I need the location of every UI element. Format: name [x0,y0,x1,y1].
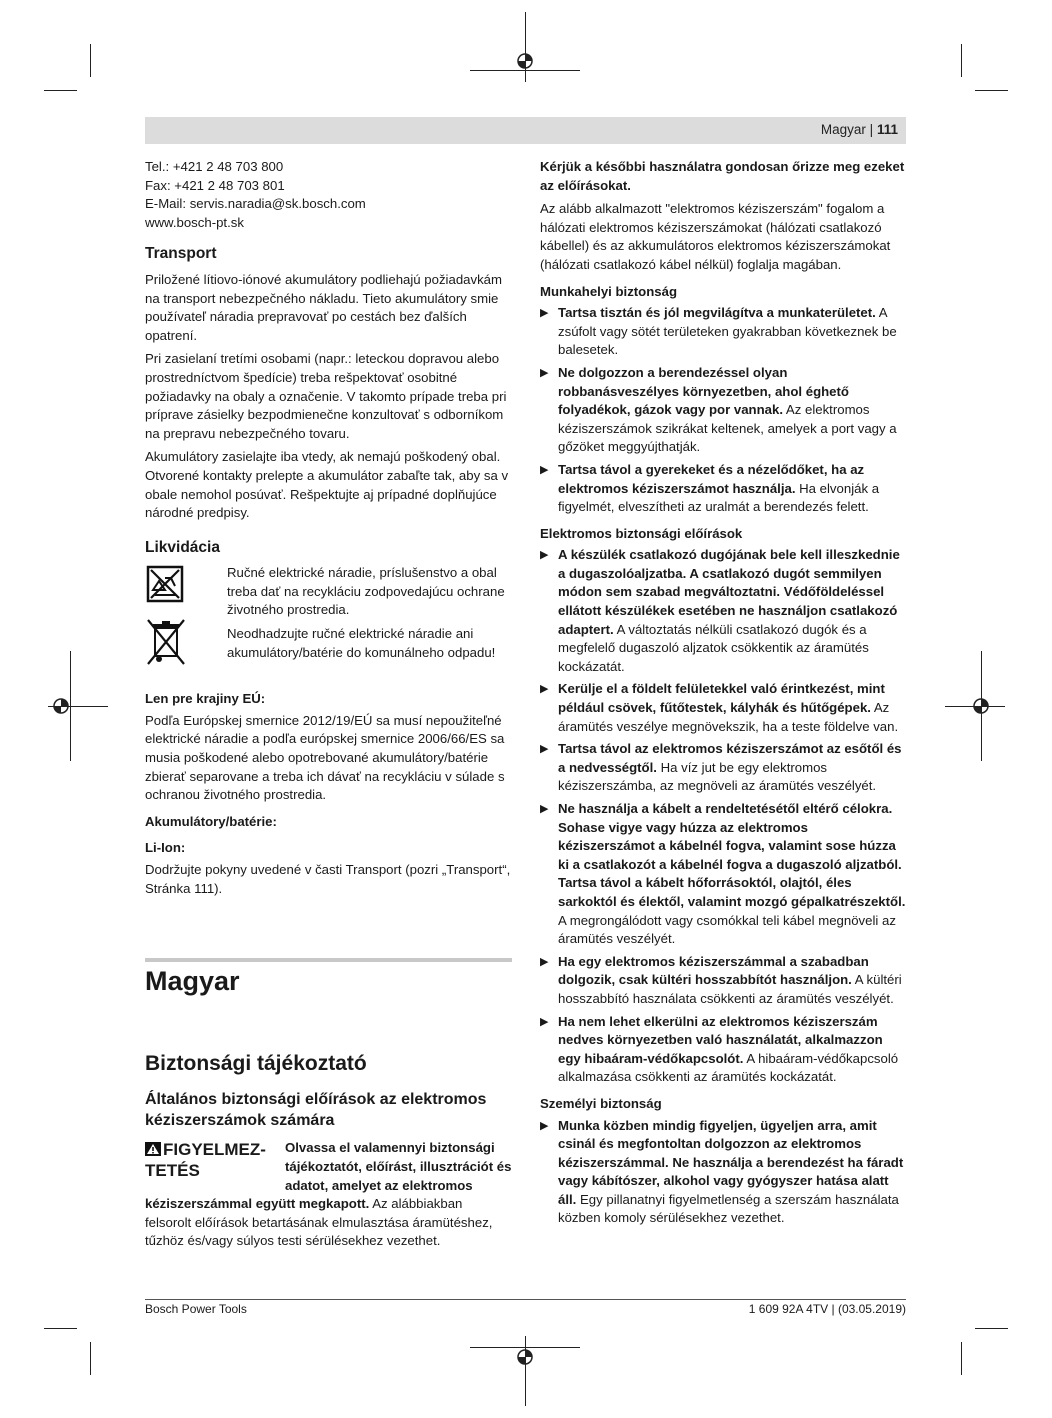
crop-mark [961,1342,962,1375]
work-safety-heading: Munkahelyi biztonság [540,283,678,299]
bullet-text: A hibaáram-védőkapcsoló alkalmazása csökkenti az áramütés kockázatát. [558,1050,899,1085]
transport-paragraph: Akumulátory zasielajte iba vtedy, ak nemajú poškodený obal. Otvorené kontakty prelepte a akumulátor zabaľte tak, aby sa v obale nemohol posúvať. Rešpektujte aj prípadné doplňujúce národné predpisy. [145,449,509,521]
right-column [540,158,906,1232]
footer-divider [145,1299,906,1300]
crop-mark [90,1342,91,1375]
transport-paragraph: Priložené lítiovo-iónové akumulátory podliehajú požiadavkám na transport nebezpečného nákladu. Tieto akumulátory smie používateľ náradia prepravovať po cestách bez ďalších opatrení. [145,271,502,343]
bullet-bold: Tartsa tisztán és jól megvilágítva a munkaterületet. [558,305,876,321]
bullet-text: A megrongálódott vagy csomókkal teli kábel megnöveli az áramütés veszélyét. [558,912,896,947]
disposal-block [145,564,512,680]
crop-mark [961,44,962,77]
eu-paragraph: Podľa Európskej smernice 2012/19/EÚ sa musí nepoužiteľné elektrické náradie a podľa európskej smernice 2006/66/ES sa musia poškodené alebo opotrebované akumulátory/batérie zbierať separovane a treba ich dávať na recykláciu v súlade s ochranou životného prostredia. [145,712,505,803]
warning-label-text: FIGYELMEZ-TETÉS [145,1140,266,1181]
contact-tel: Tel.: +421 2 48 703 800 [145,159,284,174]
bullet-bold: Tartsa távol a gyerekeket és a nézelődőket, ha az elektromos kéziszerszámot használja. [558,461,865,496]
bullet-triangle-icon: ▶ [540,743,549,756]
safety-title: Biztonsági tájékoztató [145,1051,367,1075]
left-column [145,158,512,1256]
list-item [540,680,906,736]
bullet-triangle-icon: ▶ [540,1015,549,1028]
bullet-triangle-icon: ▶ [540,307,549,320]
bullet-triangle-icon: ▶ [540,366,549,379]
contact-web: www.bosch-pt.sk [145,214,244,230]
bullet-triangle-icon: ▶ [540,1119,549,1132]
registration-mark-icon [516,1348,534,1366]
bullet-bold: Ne dolgozzon a berendezéssel olyan robbanásveszélyes környezetben, ahol éghető folyadékok, gázok vagy por vannak. [558,364,849,418]
page-header [145,117,906,144]
battery-heading: Akumulátory/batérie: [145,813,277,829]
language-title: Magyar [145,966,240,997]
recycling-icon [145,564,185,604]
footer-document-id: 1 609 92A 4TV | (03.05.2019) [748,1302,906,1316]
crop-mark [470,70,580,71]
disposal-paragraph: Ručné elektrické náradie, príslušenstvo a obal treba dať na recykláciu zodpovedajúcu ochrane životného prostredia. [227,565,505,618]
electrical-safety-list [540,546,906,1087]
bullet-text: Ha elvonják a figyelmét, elveszítheti az uralmát a berendezés felett. [558,480,880,515]
warning-block [145,1139,512,1251]
list-item [540,546,906,676]
header-text [821,122,898,137]
list-item [540,740,906,796]
bullet-triangle-icon: ▶ [540,683,549,696]
bullet-bold: Ne használja a kábelt a rendeltetésétől eltérő célokra. Sohase vigye vagy húzza az elektromos kéziszerszámot a kábelnél fogva, valamint sose húzza ki a csatlakozót a kábelnél fogva a dugaszoló aljzatból. Tartsa távol a kábelt hőforrásoktól, olajtól, éles sarkoktól és élektől, valamint mozgó gépalkatrészektől. [558,801,906,909]
general-safety-title: Általános biztonsági előírások az elektromos kéziszerszámok számára [145,1091,487,1130]
bullet-triangle-icon: ▶ [540,955,549,968]
disposal-paragraph: Neodhadzujte ručné elektrické náradie ani akumulátory/batérie do komunálneho odpadu! [227,626,496,660]
contact-email: E-Mail: servis.naradia@sk.bosch.com [145,196,366,212]
bullet-bold: Ha nem lehet elkerülni az elektromos kéziszerszám nedves környezetben való használatát, alkalmazzon egy hibaáram-védőkapcsolót. [558,1013,883,1066]
liion-paragraph: Dodržujte pokyny uvedené v časti Transport (pozri „Transport“, Stránka 111). [145,862,511,896]
list-item [540,1013,906,1087]
personal-safety-list [540,1117,906,1229]
crossed-bin-icon [145,618,187,666]
transport-paragraph: Pri zasielaní tretími osobami (napr.: leteckou dopravou alebo prostredníctvom špedície) treba rešpektovať osobitné požiadavky na obaly a označenie. V takomto prípade treba pri príprave zásielky bezpodmienečne konzultovať s odborníkom na prepravu nebezpečného tovaru. [145,351,507,441]
crop-mark [975,1328,1008,1329]
bullet-bold: A készülék csatlakozó dugójának bele kell illeszkednie a dugaszolóaljzatba. A csatlakozó dugót semmilyen módon sem szabad megváltoztatni. Védőföldeléssel ellátott készülékek esetében ne használjon csatlakozó adaptert. [558,547,900,637]
contact-block [145,158,512,232]
warning-bold-text: Olvassa el valamennyi biztonsági tájékoztatót, előírást, illusztrációt és adatot, amelyet az elektromos kéziszerszámmal együtt megkapott. [145,1140,512,1212]
list-item [540,1117,906,1229]
bullet-text: Az elektromos kéziszerszámok szikrákat keltenek, amelyek a port vagy a gőzöket meggyújthatják. [558,402,897,455]
bullet-text: A zsúfolt vagy sötét területeken gyakrabban következnek be balesetek. [558,305,897,358]
work-safety-list [540,304,906,517]
crop-mark [525,12,526,82]
warning-label [145,1139,277,1181]
bullet-text: Az áramütés veszélye megnövekszik, ha a teste földelve van. [558,700,899,734]
crop-mark [44,90,77,91]
crop-mark [90,44,91,77]
liion-heading: Li-Ion: [145,840,186,856]
list-item [540,800,906,949]
personal-safety-heading: Személyi biztonság [540,1095,662,1111]
eu-heading: Len pre krajiny EÚ: [145,691,266,707]
disposal-heading: Likvidácia [145,538,220,556]
transport-heading: Transport [145,245,217,263]
list-item [540,364,906,457]
bullet-triangle-icon: ▶ [540,549,549,562]
footer-brand: Bosch Power Tools [145,1302,247,1316]
bullet-text: A változtatás nélküli csatlakozó dugók és a megfelelő dugaszoló aljzatok csökkentik az áramütés kockázatát. [558,621,869,674]
page-number: 111 [876,122,898,137]
registration-mark-icon [52,697,70,715]
bullet-bold: Munka közben mindig figyeljen, ügyeljen arra, amit csinál és megfontoltan dolgozzon az elektromos kéziszerszámmal. Ne használja a berendezést ha fáradt vagy kábítószer, alkohol vagy gyógyszer hatása alatt áll. [558,1117,904,1207]
bullet-text: Egy pillanatnyi figyelmetlenség a szerszám használata közben komoly sérülésekhez vezethet. [558,1191,899,1226]
registration-mark-icon [516,52,534,70]
warning-text: Az alábbiakban felsorolt előírások betartásának elmulasztása áramütéshez, tűzhöz és/vagy súlyos testi sérülésekhez vezethet. [145,1196,493,1249]
header-language: Magyar [820,122,866,137]
electrical-safety-heading: Elektromos biztonsági előírások [540,525,743,541]
bullet-bold: Tartsa távol az elektromos kéziszerszámot az esőtől és a nedvességtől. [558,741,902,775]
contact-fax: Fax: +421 2 48 703 801 [145,177,285,193]
bullet-triangle-icon: ▶ [540,803,549,815]
bullet-triangle-icon: ▶ [540,463,549,476]
crop-mark [975,90,1008,91]
bullet-text: A kültéri hosszabbító használata csökkenti az áramütés veszélyét. [558,972,902,1006]
crop-mark [44,1328,77,1329]
warning-triangle-icon [145,1142,161,1156]
bullet-bold: Ha egy elektromos kéziszerszámmal a szabadban dolgozik, csak kültéri hosszabbítót használjon. [558,953,869,988]
bullet-text: Ha víz jut be egy elektromos kéziszerszámba, az megnöveli az áramütés veszélyét. [558,759,877,794]
disposal-texts [227,564,512,680]
intro-paragraph: Az alább alkalmazott "elektromos kéziszerszám" fogalom a hálózati elektromos kéziszerszámokat (hálózati csatlakozó kábellel) és az akkumulátoros elektromos kéziszerszámokat (hálózati csatlakozó kábel nélkül) foglalja magában. [540,201,891,272]
section-divider [145,958,512,962]
list-item [540,461,906,517]
list-item [540,304,906,360]
disposal-icons [145,564,227,680]
registration-mark-icon [972,697,990,715]
keep-instructions: Kérjük a későbbi használatra gondosan őrizze meg ezeket az előírásokat. [540,159,905,193]
header-separator: | [869,122,874,137]
list-item [540,953,906,1009]
bullet-bold: Kerülje el a földelt felületekkel való érintkezést, mint például csövek, fűtőtestek, kályhák és hűtőgépek. [558,681,885,716]
